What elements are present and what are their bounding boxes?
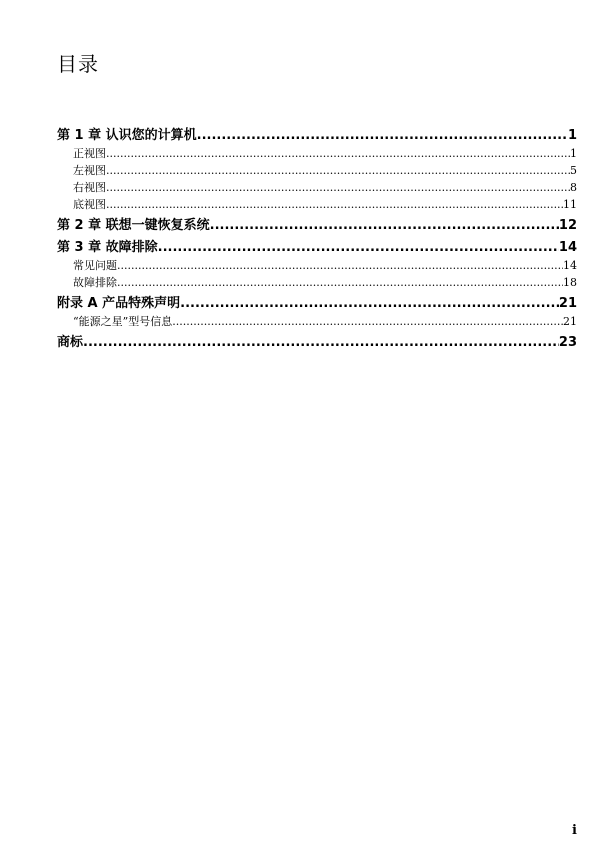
dot-leader (106, 179, 570, 196)
page-title: 目录 (57, 52, 99, 76)
toc-page-number: 12 (558, 218, 577, 233)
toc-entry-label: 右视图 (73, 181, 106, 194)
toc-trademarks[interactable] (57, 334, 577, 352)
toc-entry-label: 商标 (57, 335, 84, 350)
dot-leader (197, 127, 568, 145)
toc-section[interactable] (57, 257, 577, 274)
toc-entry-label: “能源之星”型号信息 (73, 315, 173, 328)
toc-entry-label: 第 3 章 故障排除 (57, 240, 158, 255)
dot-leader (158, 239, 559, 257)
toc-chapter-1[interactable] (57, 127, 577, 145)
dot-leader (83, 334, 559, 352)
toc-section[interactable] (57, 313, 577, 330)
dot-leader (180, 295, 559, 313)
toc-appendix-a[interactable] (57, 295, 577, 313)
toc-section[interactable] (57, 196, 577, 213)
toc-entry-label: 第 1 章 认识您的计算机 (57, 128, 197, 143)
toc-page-number: 5 (570, 164, 577, 177)
toc-entry-label: 常见问题 (73, 259, 117, 272)
toc-page-number: 21 (563, 315, 577, 328)
toc-page-number: 8 (570, 181, 577, 194)
dot-leader (117, 274, 563, 291)
toc-page-number: 1 (570, 147, 577, 160)
toc-page-number: 18 (563, 276, 577, 289)
toc-page-number: 11 (563, 198, 577, 211)
toc-entry-label: 附录 A 产品特殊声明 (57, 296, 181, 311)
dot-leader (106, 145, 570, 162)
dot-leader (106, 196, 563, 213)
toc-entry-label: 底视图 (73, 198, 106, 211)
dot-leader (117, 257, 563, 274)
dot-leader (106, 162, 570, 179)
toc-page-number: 14 (563, 259, 577, 272)
toc-section[interactable] (57, 179, 577, 196)
toc-entry-label: 第 2 章 联想一键恢复系统 (57, 218, 210, 233)
toc-section[interactable] (57, 145, 577, 162)
dot-leader (172, 313, 563, 330)
toc-chapter-3[interactable] (57, 239, 577, 257)
toc-entry-label: 正视图 (73, 147, 106, 160)
toc-section[interactable] (57, 274, 577, 291)
toc-page-number: 14 (558, 240, 577, 255)
dot-leader (210, 217, 559, 235)
toc-chapter-2[interactable] (57, 217, 577, 235)
table-of-contents (57, 123, 577, 352)
toc-section[interactable] (57, 162, 577, 179)
toc-entry-label: 故障排除 (73, 276, 117, 289)
page-number: i (572, 823, 577, 838)
toc-page-number: 1 (567, 128, 577, 143)
toc-page-number: 23 (558, 335, 577, 350)
toc-page-number: 21 (558, 296, 577, 311)
toc-entry-label: 左视图 (73, 164, 106, 177)
